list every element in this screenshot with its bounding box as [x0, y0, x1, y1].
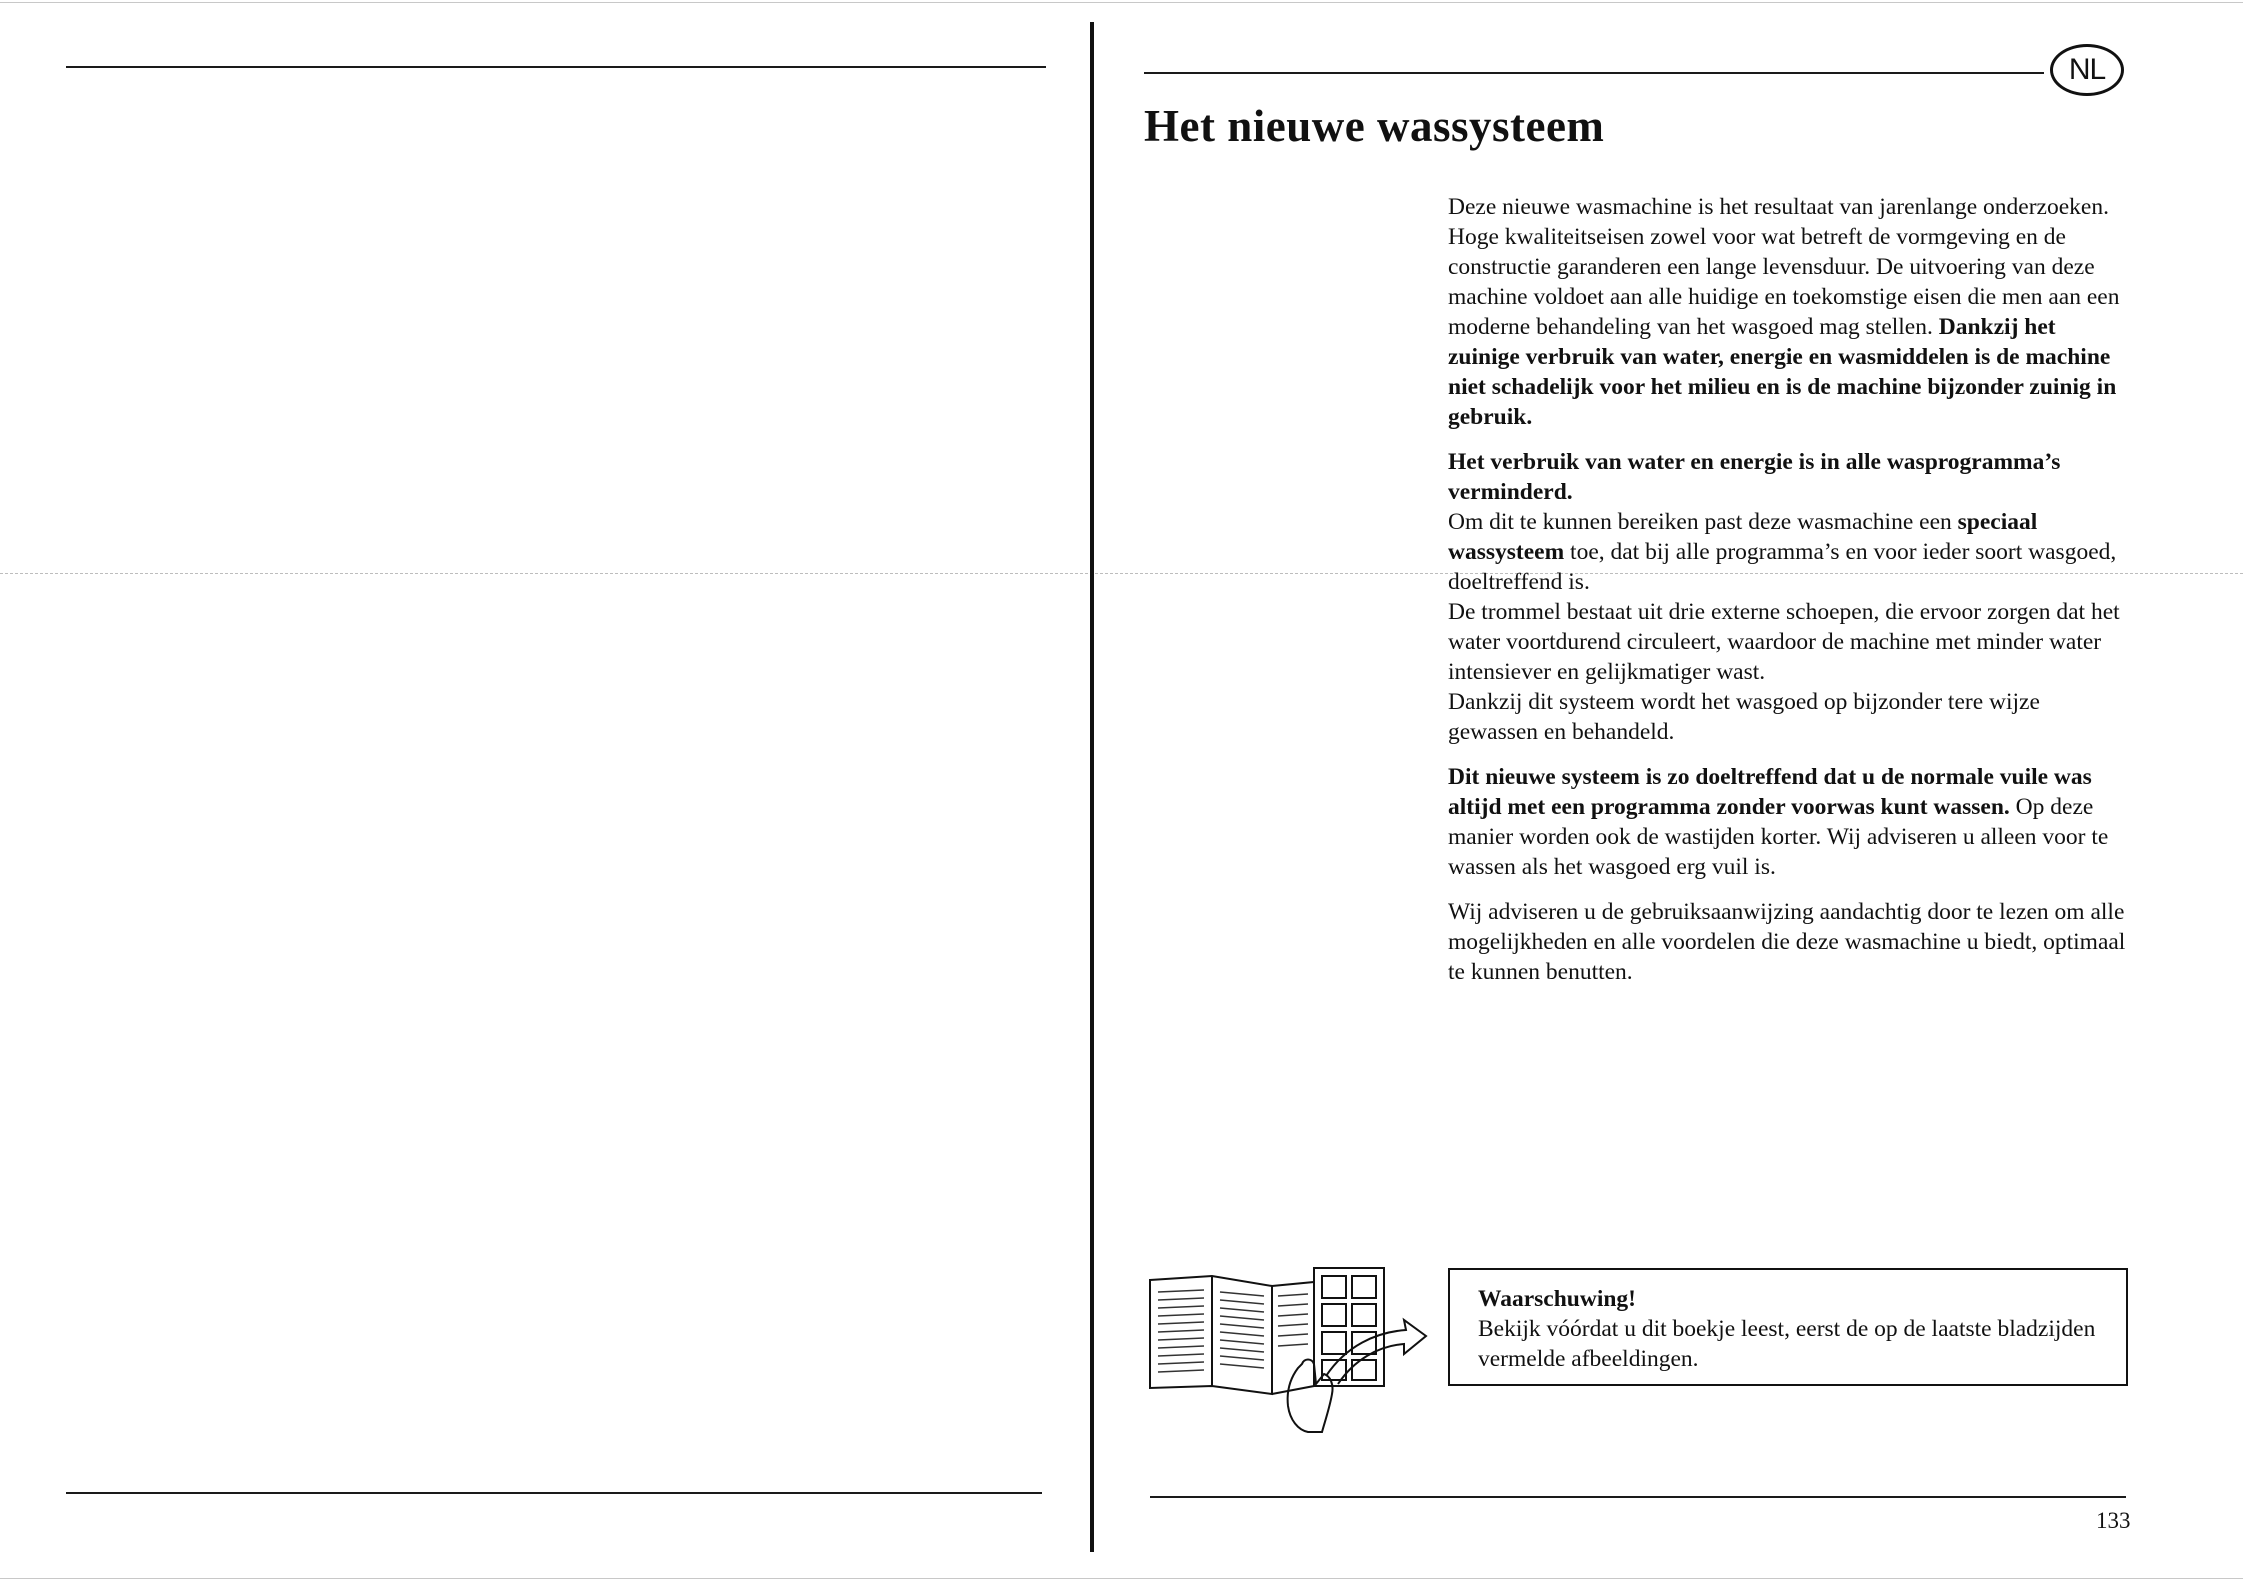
bold-text: Dankzij het zuinige verbruik van water, energie en wasmiddelen is de machine niet schadelijk voor het milieu en is de machine bijzonder zuinig in gebruik. — [1448, 314, 2117, 430]
language-badge: NL — [2050, 44, 2124, 96]
text-run: toe, dat bij alle programma’s en voor ieder soort wasgoed, doeltreffend is. De trommel bestaat uit drie externe schoepen, die ervoor zorgen dat het water voortdurend circuleert, waardoor de machine met minder water intensiever en gelijkmatiger wast. Dankzij dit systeem wordt het wasgoed op bijzonder tere wijze gewassen en behandeld. — [1448, 539, 2120, 745]
text-run: Op deze manier worden ook de wastijden korter. Wij adviseren u alleen voor te wassen als het wasgoed erg vuil is. — [1448, 794, 2109, 880]
body-text — [1448, 192, 2130, 1002]
paragraph — [1448, 897, 2130, 987]
text-run: Wij adviseren u de gebruiksaanwijzing aandachtig door te lezen om alle mogelijkheden en alle voordelen die deze wasmachine u biedt, optimaal te kunnen benutten. — [1448, 899, 2126, 985]
warning-box — [1448, 1268, 2128, 1386]
bold-text: speciaal wassysteem — [1448, 509, 2038, 565]
page-title: Het nieuwe wassysteem — [1144, 101, 1605, 151]
warning-text: Bekijk vóórdat u dit boekje leest, eerst de op de laatste bladzijden vermelde afbeeldingen. — [1478, 1316, 2096, 1372]
text-run: Deze nieuwe wasmachine is het resultaat van jarenlange onderzoeken. Hoge kwaliteitseisen zowel voor wat betreft de vormgeving en de constructie garanderen een lange levensduur. De uitvoering van deze machine voldoet aan alle huidige en toekomstige eisen die men aan een moderne behandeling van het wasgoed mag stellen. — [1448, 194, 2120, 340]
warning-title: Waarschuwing! — [1478, 1286, 1636, 1312]
book-spine — [1090, 22, 1094, 1552]
page-edge-top — [0, 2, 2243, 3]
bold-text: Dit nieuwe systeem is zo doeltreffend dat u de normale vuile was altijd met een programma zonder voorwas kunt wassen. — [1448, 764, 2092, 820]
paragraph — [1448, 762, 2130, 882]
paragraph — [1448, 192, 2130, 432]
booklet-hand-unfold-icon — [1146, 1266, 1436, 1434]
page-number: 133 — [2096, 1508, 2131, 1533]
header-rule — [1144, 72, 2044, 74]
page-edge-bottom — [0, 1578, 2243, 1579]
footer-rule — [1150, 1496, 2126, 1498]
bold-text: Het verbruik van water en energie is in alle wasprogramma’s verminderd. — [1448, 449, 2061, 505]
left-top-rule — [66, 66, 1046, 68]
paragraph — [1448, 447, 2130, 747]
left-bottom-rule — [66, 1492, 1042, 1494]
text-run: Om dit te kunnen bereiken past deze wasmachine een — [1448, 509, 1958, 535]
